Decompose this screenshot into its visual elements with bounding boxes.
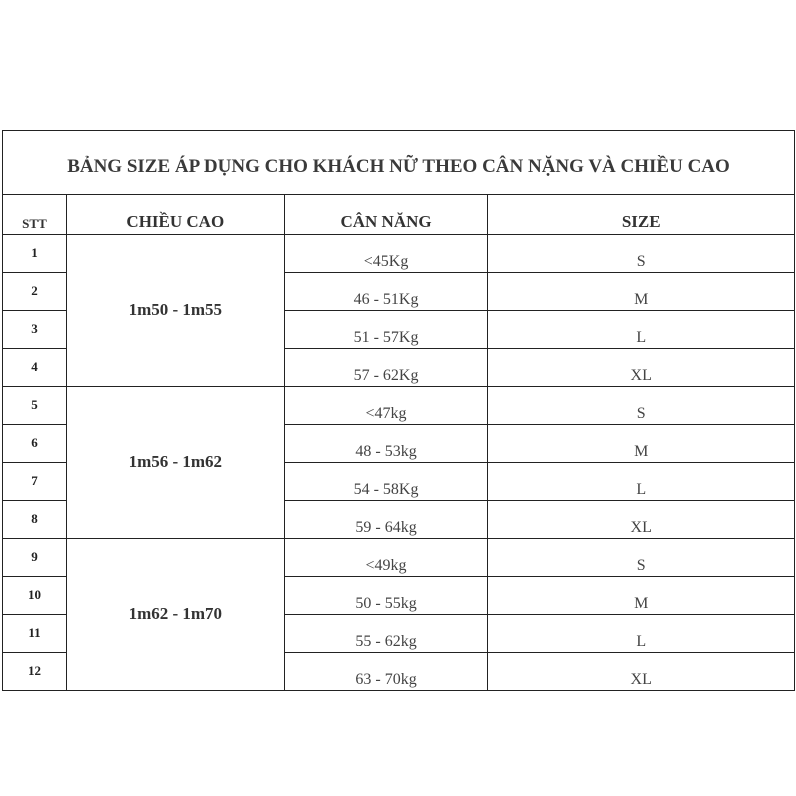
size-cell: M [488,577,795,615]
weight-cell: 59 - 64kg [284,501,488,539]
stt-cell: 6 [3,425,67,463]
stt-cell: 7 [3,463,67,501]
stt-cell: 3 [3,311,67,349]
stt-cell: 8 [3,501,67,539]
size-cell: XL [488,501,795,539]
weight-cell: 48 - 53kg [284,425,488,463]
size-cell: S [488,235,795,273]
table-row [3,387,795,425]
table-row [3,539,795,577]
stt-cell: 5 [3,387,67,425]
size-cell: L [488,463,795,501]
weight-cell: <45Kg [284,235,488,273]
header-weight: CÂN NĂNG [284,195,488,235]
size-cell: S [488,387,795,425]
size-cell: XL [488,349,795,387]
height-cell: 1m62 - 1m70 [66,539,284,691]
weight-cell: 57 - 62Kg [284,349,488,387]
header-height: CHIỀU CAO [66,195,284,235]
stt-cell: 10 [3,577,67,615]
stt-cell: 4 [3,349,67,387]
weight-cell: 63 - 70kg [284,653,488,691]
size-cell: L [488,311,795,349]
weight-cell: <49kg [284,539,488,577]
stt-cell: 12 [3,653,67,691]
weight-cell: 55 - 62kg [284,615,488,653]
weight-cell: 54 - 58Kg [284,463,488,501]
size-cell: XL [488,653,795,691]
size-cell: L [488,615,795,653]
size-cell: M [488,273,795,311]
stt-cell: 11 [3,615,67,653]
weight-cell: 51 - 57Kg [284,311,488,349]
stt-cell: 9 [3,539,67,577]
weight-cell: 46 - 51Kg [284,273,488,311]
header-stt: STT [3,195,67,235]
size-cell: M [488,425,795,463]
table-title: BẢNG SIZE ÁP DỤNG CHO KHÁCH NỮ THEO CÂN NẶNG VÀ CHIỀU CAO [3,131,795,195]
header-size: SIZE [488,195,795,235]
height-cell: 1m50 - 1m55 [66,235,284,387]
stt-cell: 2 [3,273,67,311]
weight-cell: <47kg [284,387,488,425]
size-chart-table [2,130,795,691]
weight-cell: 50 - 55kg [284,577,488,615]
size-cell: S [488,539,795,577]
stt-cell: 1 [3,235,67,273]
height-cell: 1m56 - 1m62 [66,387,284,539]
table-row [3,235,795,273]
